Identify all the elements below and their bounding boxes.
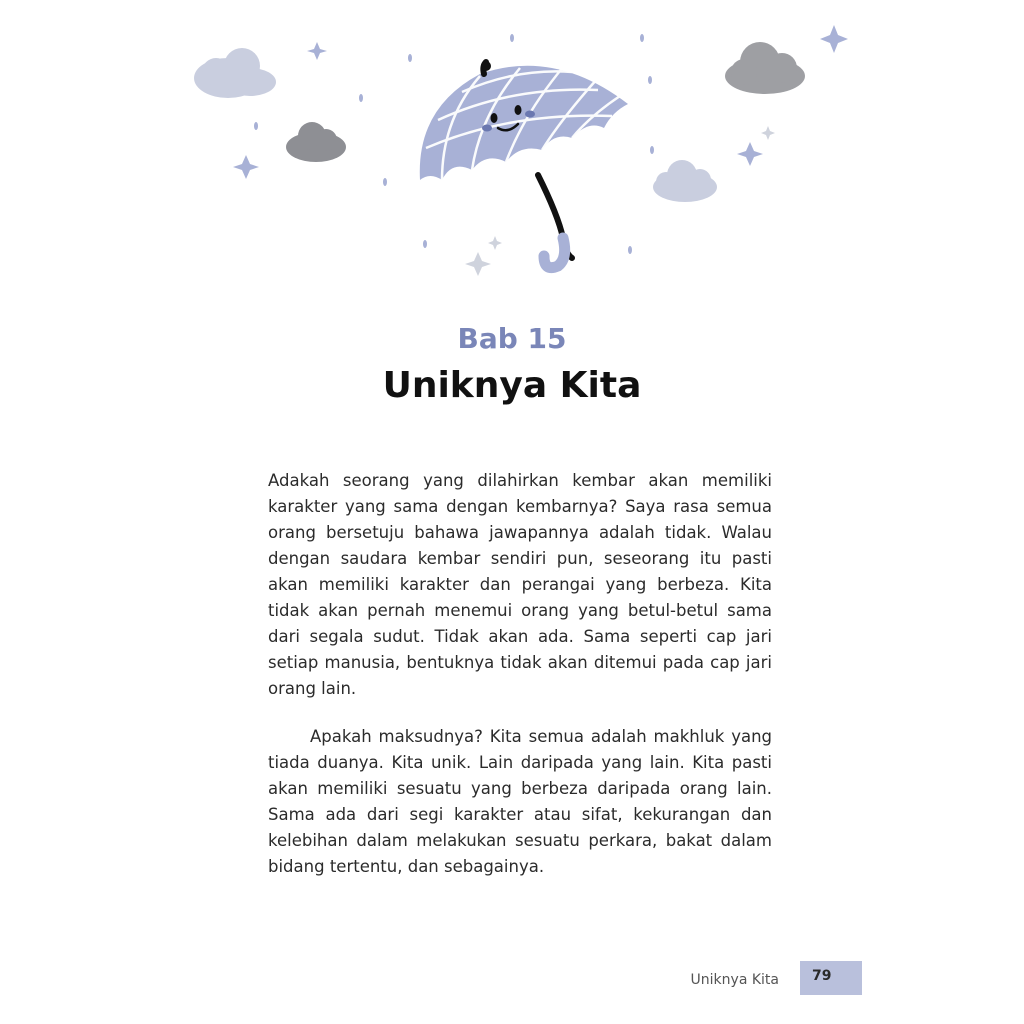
umbrella-icon [420,61,628,268]
page-number: 79 [812,968,832,984]
umbrella-illustration [180,20,860,290]
cloud-icon [286,122,346,162]
chapter-title: Uniknya Kita [382,365,642,406]
paragraph: Apakah maksudnya? Kita semua adalah makhluk yang tiada duanya. Kita unik. Lain daripada yang lain. Kita pasti akan memiliki sesuatu yang berbeza daripada orang lain. Sama ada dari segi karakter atau sifat, kekurangan dan kelebihan dalam melakukan sesuatu perkara, bakat dalam bidang tertentu, dan sebagainya. [268,727,772,876]
body-text [268,468,772,880]
paragraph: Adakah seorang yang dilahirkan kembar akan memiliki karakter yang sama dengan kembarnya? Saya rasa semua orang bersetuju bahawa jawapannya adalah tidak. Walau dengan saudara kembar sendiri pun, seseorang itu pasti akan memiliki karakter dan perangai yang berbeza. Kita tidak akan pernah menemui orang yang betul-betul sama dari segala sudut. Tidak akan ada. Sama seperti cap jari setiap manusia, bentuknya tidak akan ditemui pada cap jari orang lain. [268,471,772,698]
cloud-icon [653,160,717,202]
running-title: Uniknya Kita [690,972,779,988]
cloud-icon [194,48,276,98]
chapter-number: Bab 15 [457,322,567,355]
cloud-icon [725,42,805,94]
